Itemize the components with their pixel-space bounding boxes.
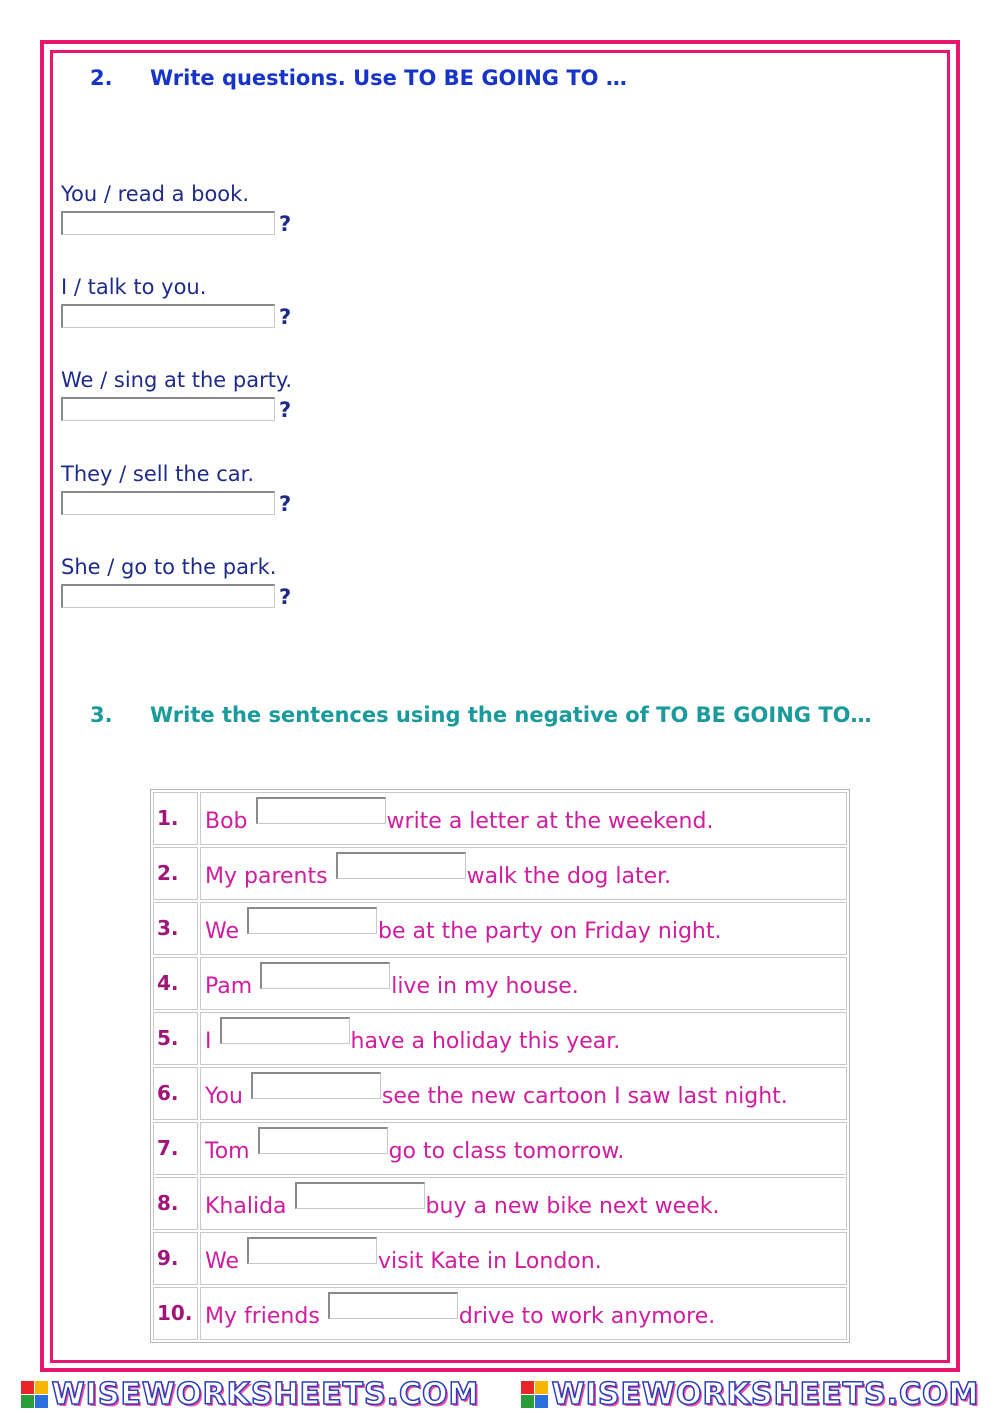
sentence-cell — [200, 1177, 847, 1230]
brand-right — [521, 1377, 980, 1412]
table-row — [153, 792, 847, 845]
sentence-rest: have a holiday this year. — [350, 1029, 621, 1054]
question-item-2 — [61, 274, 291, 328]
sentence-rest: go to class tomorrow. — [388, 1139, 625, 1164]
row-number: 7. — [153, 1122, 198, 1175]
sentence-cell — [200, 847, 847, 900]
sentence-rest: buy a new bike next week. — [425, 1194, 720, 1219]
brand-left — [21, 1377, 480, 1412]
question-mark: ? — [279, 492, 292, 516]
sentence-answer-input-9[interactable] — [247, 1237, 377, 1264]
sentence-rest: be at the party on Friday night. — [378, 919, 722, 944]
section-3-number: 3. — [90, 703, 113, 727]
sentence-subject: We — [205, 1249, 239, 1274]
question-mark: ? — [279, 398, 292, 422]
sentence-rest: see the new cartoon I saw last night. — [381, 1084, 788, 1109]
brand-text: WISEWORKSHEETS.COM — [551, 1377, 980, 1412]
sentence-subject: Bob — [205, 809, 248, 834]
row-number: 6. — [153, 1067, 198, 1120]
sentence-cell — [200, 792, 847, 845]
wiseworksheets-logo-icon — [521, 1381, 548, 1408]
sentence-rest: write a letter at the weekend. — [386, 809, 714, 834]
table-row — [153, 1232, 847, 1285]
question-mark: ? — [279, 585, 292, 609]
question-prompt: You / read a book. — [61, 182, 249, 206]
sentence-cell — [200, 1067, 847, 1120]
question-prompt: I / talk to you. — [61, 275, 207, 299]
table-row — [153, 1067, 847, 1120]
sentence-subject: My friends — [205, 1304, 320, 1329]
row-number: 3. — [153, 902, 198, 955]
sentence-answer-input-8[interactable] — [295, 1182, 425, 1209]
question-answer-input-1[interactable] — [61, 211, 275, 235]
row-number: 5. — [153, 1012, 198, 1065]
sentence-cell — [200, 1012, 847, 1065]
question-item-5 — [61, 554, 291, 608]
section-3-heading — [90, 703, 872, 727]
sentence-rest: drive to work anymore. — [458, 1304, 716, 1329]
sentence-subject: You — [205, 1084, 243, 1109]
table-row — [153, 847, 847, 900]
table-row — [153, 1122, 847, 1175]
question-mark: ? — [279, 212, 292, 236]
sentence-answer-input-3[interactable] — [247, 907, 377, 934]
sentence-subject: My parents — [205, 864, 328, 889]
sentence-cell — [200, 1287, 847, 1340]
sentence-cell — [200, 902, 847, 955]
question-prompt: They / sell the car. — [61, 462, 255, 486]
section-2-number: 2. — [90, 66, 113, 90]
question-prompt: We / sing at the party. — [61, 368, 293, 392]
question-answer-input-3[interactable] — [61, 397, 275, 421]
question-item-4 — [61, 461, 291, 515]
sentence-answer-input-4[interactable] — [260, 962, 390, 989]
sentence-answer-input-2[interactable] — [336, 852, 466, 879]
sentence-answer-input-5[interactable] — [220, 1017, 350, 1044]
sentence-cell — [200, 1122, 847, 1175]
sentence-subject: We — [205, 919, 239, 944]
table-row — [153, 902, 847, 955]
section-2-heading — [90, 66, 627, 90]
question-prompt: She / go to the park. — [61, 555, 277, 579]
row-number: 8. — [153, 1177, 198, 1230]
sentence-answer-input-1[interactable] — [256, 797, 386, 824]
table-row — [153, 1012, 847, 1065]
question-answer-input-5[interactable] — [61, 584, 275, 608]
sentence-subject: Tom — [205, 1139, 250, 1164]
brand-text: WISEWORKSHEETS.COM — [51, 1377, 480, 1412]
question-mark: ? — [279, 305, 292, 329]
row-number: 4. — [153, 957, 198, 1010]
sentence-answer-input-7[interactable] — [258, 1127, 388, 1154]
question-answer-input-2[interactable] — [61, 304, 275, 328]
table-row — [153, 1287, 847, 1340]
table-row — [153, 957, 847, 1010]
sentence-answer-input-6[interactable] — [251, 1072, 381, 1099]
negative-sentences-table — [150, 789, 850, 1343]
sentence-rest: walk the dog later. — [466, 864, 672, 889]
wiseworksheets-logo-icon — [21, 1381, 48, 1408]
question-answer-input-4[interactable] — [61, 491, 275, 515]
section-3-title: Write the sentences using the negative of TO BE GOING TO… — [150, 703, 872, 727]
section-2-title: Write questions. Use TO BE GOING TO … — [150, 66, 627, 90]
sentence-answer-input-10[interactable] — [328, 1292, 458, 1319]
sentence-rest: visit Kate in London. — [378, 1249, 602, 1274]
sentence-cell — [200, 957, 847, 1010]
footer-branding — [0, 1376, 1000, 1413]
row-number: 10. — [153, 1287, 198, 1340]
sentence-cell — [200, 1232, 847, 1285]
sentence-subject: Pam — [205, 974, 253, 999]
sentence-rest: live in my house. — [391, 974, 579, 999]
table-row — [153, 1177, 847, 1230]
sentence-subject: Khalida — [205, 1194, 287, 1219]
row-number: 2. — [153, 847, 198, 900]
question-item-1 — [61, 181, 291, 235]
question-item-3 — [61, 367, 292, 421]
row-number: 1. — [153, 792, 198, 845]
row-number: 9. — [153, 1232, 198, 1285]
sentence-subject: I — [205, 1029, 212, 1054]
